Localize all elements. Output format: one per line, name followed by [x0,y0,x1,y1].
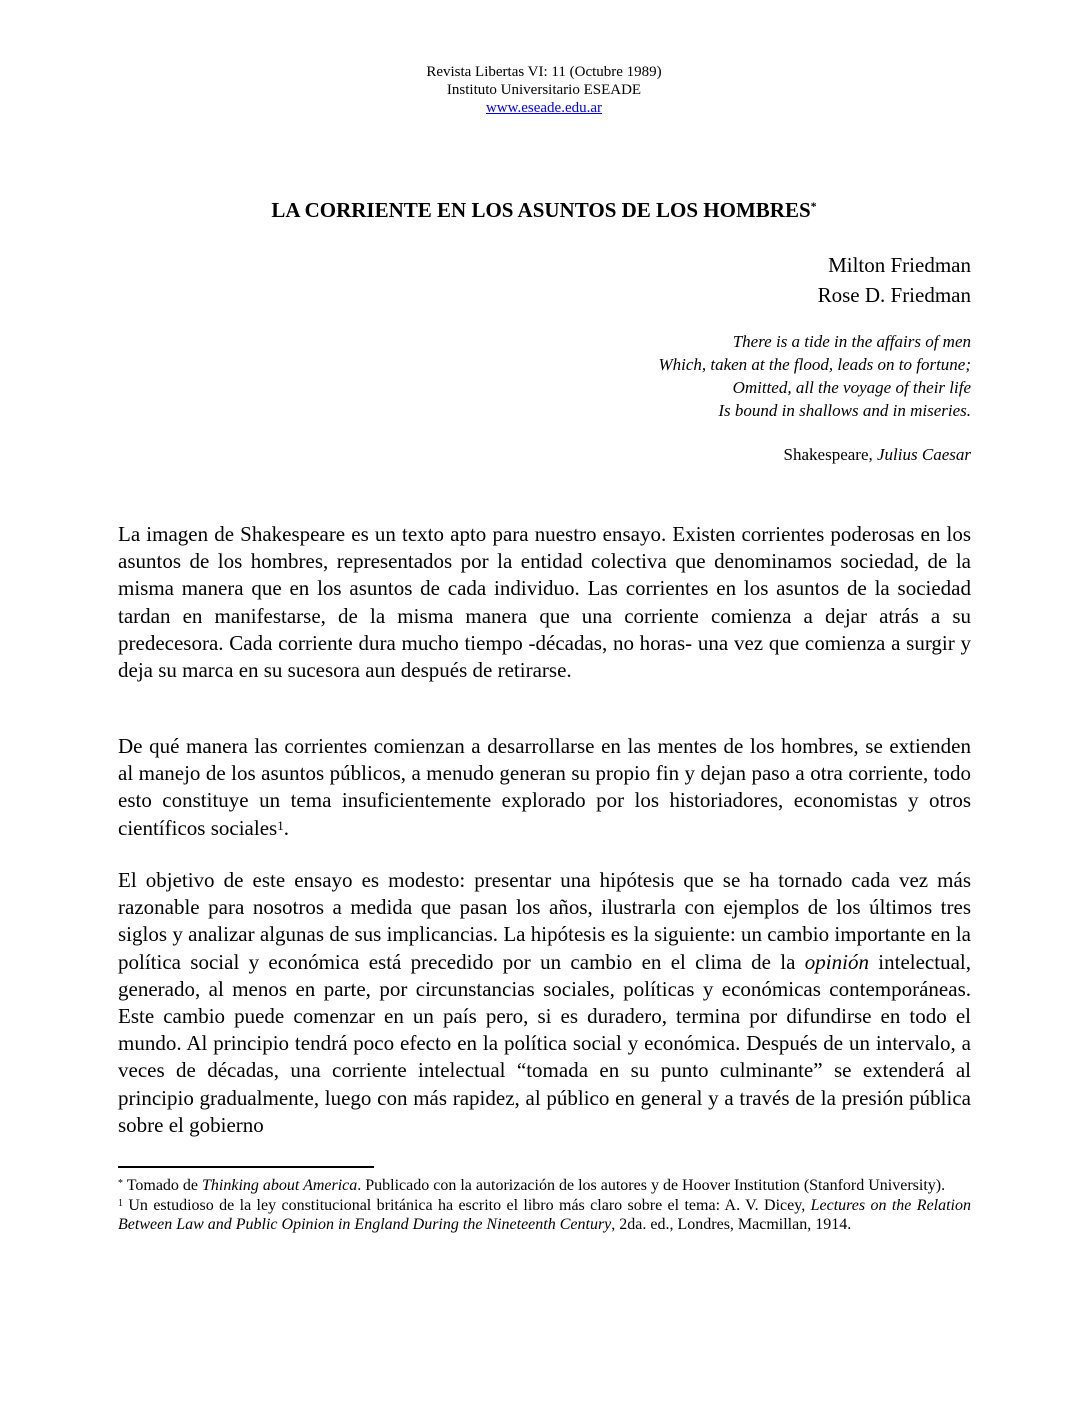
epigraph-line: There is a tide in the affairs of men [732,332,971,351]
footnote-text: . Publicado con la autorización de los autores y de Hoover Institution (Stanford University). [357,1177,946,1194]
paragraph-text: . [283,815,289,840]
footnotes [118,1176,971,1235]
footnote-text: , 2da. ed., Londres, Macmillan, 1914. [611,1216,852,1233]
emphasis-text: opinión [804,949,869,974]
journal-citation: Revista Libertas VI: 11 (Octubre 1989) [426,64,662,80]
epigraph-attribution [784,443,971,466]
footnote-ref-1[interactable]: 1 [277,817,284,833]
journal-header [0,63,1088,117]
epigraph-line: Is bound in shallows and in miseries. [718,401,971,420]
body-paragraph-2 [118,733,971,842]
author-name: Rose D. Friedman [817,283,971,307]
footnote-text: Un estudioso de la ley constitucional británica ha escrito el libro más claro sobre el tema: A. V. Dicey, [123,1196,811,1214]
institution-link[interactable]: www.eseade.edu.ar [485,100,603,116]
footnote-divider [118,1166,374,1168]
footnote-marker: 1 [118,1197,123,1209]
footnote-text: Tomado de [123,1177,203,1194]
epigraph-line: Omitted, all the voyage of their life [732,378,971,397]
article-title [0,196,1088,224]
footnote-book-title: Lectures on the Relation Between Law and Public Opinion in England During the Nineteenth Century [118,1196,972,1233]
paragraph-text: De qué manera las corrientes comienzan a desarrollarse en las mentes de los hombres, se extienden al manejo de los asuntos públicos, a menudo generan su propio fin y dejan paso a otra corriente, todo esto constituye un tema insuficientemente explorado por los historiadores, economistas y otros científicos sociales [118,734,971,840]
title-footnote-marker[interactable]: * [810,199,817,213]
body-paragraph-1: La imagen de Shakespeare es un texto apto para nuestro ensayo. Existen corrientes poderosas en los asuntos de los hombres, representados por la entidad colectiva que denominamos sociedad, de la misma manera que en los asuntos de cada individuo. Las corrientes en los asuntos de la sociedad tardan en manifestarse, de la misma manera que una corriente comienza a dejar atrás a su predecesora. Cada corriente dura mucho tiempo -décadas, no horas- una vez que comienza a surgir y deja su marca en su sucesora aun después de retirarse. [118,522,971,683]
footnote-marker: * [118,1178,123,1189]
footnote-star [118,1176,971,1196]
paragraph-text: El objetivo de este ensayo es modesto: presentar una hipótesis que se ha tornado cada vez más razonable para nosotros a medida que pasan los años, ilustrarla con ejemplos de los últimos tres siglos y analizar algunas de sus implicancias. La hipótesis es la siguiente: un cambio importante en la política social y económica está precedido por un cambio en el clima de la [118,868,971,974]
authors [818,250,971,310]
epigraph [658,330,971,422]
attribution-work: Julius Caesar [877,445,971,464]
article-title-text: LA CORRIENTE EN LOS ASUNTOS DE LOS HOMBRES [271,198,811,222]
body-paragraph-3 [118,867,971,1139]
paragraph-text: intelectual, generado, al menos en parte, por circunstancias sociales, políticas y económicas contemporáneas. Este cambio puede comenzar en un país pero, si es duradero, termina por difundirse en todo el mundo. Al principio tendrá poco efecto en la política social y económica. Después de un intervalo, a veces de décadas, una corriente intelectual “tomada en su punto culminante” se extenderá al principio gradualmente, luego con más rapidez, al público en general y a través de la presión pública sobre el gobierno [118,949,971,1137]
institution-name: Instituto Universitario ESEADE [446,82,642,98]
epigraph-line: Which, taken at the flood, leads on to fortune; [658,355,971,374]
footnote-book-title: Thinking about America [202,1177,358,1194]
attribution-author: Shakespeare, [783,445,878,464]
author-name: Milton Friedman [828,253,971,277]
footnote-1 [118,1196,971,1235]
